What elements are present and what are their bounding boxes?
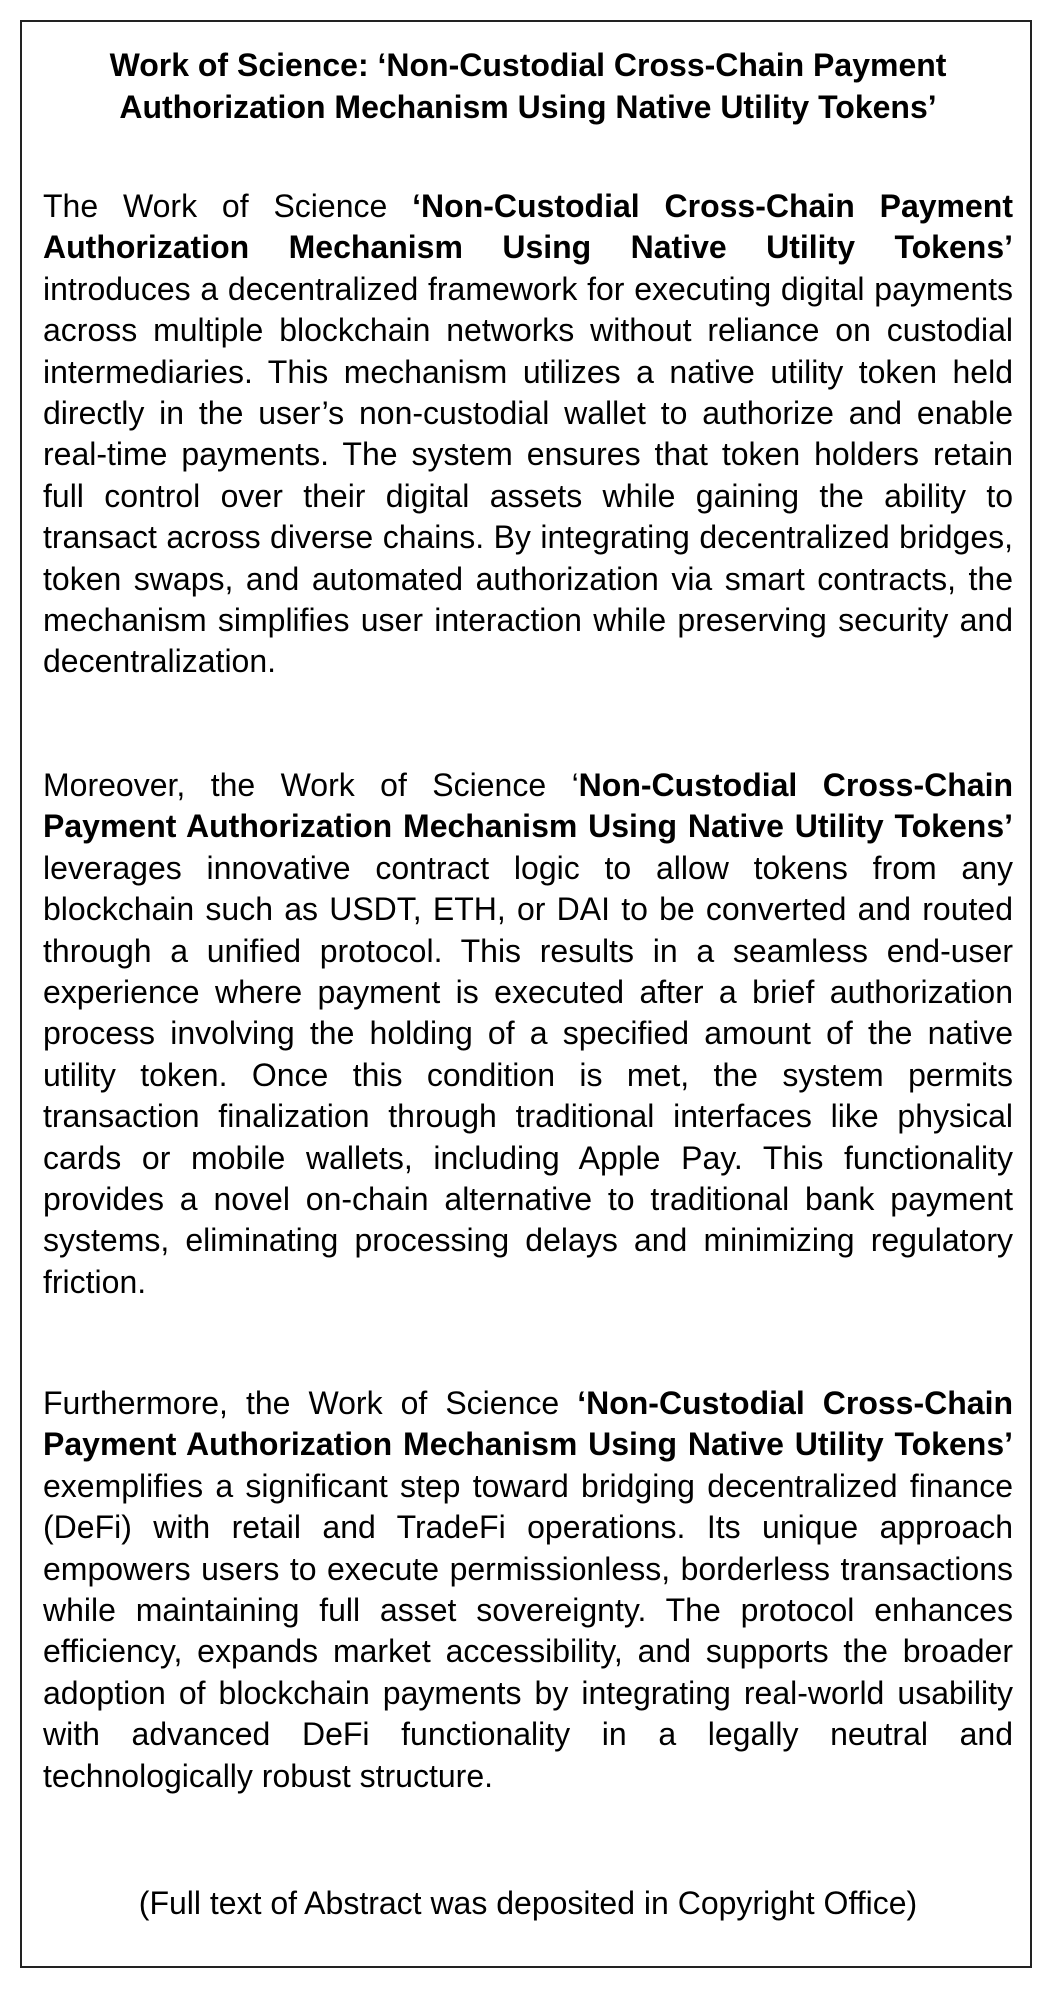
paragraph-2-lead: Moreover, the Work of Science ‘ <box>43 767 579 803</box>
abstract-paragraph-2 <box>43 765 1013 1303</box>
copyright-note: (Full text of Abstract was deposited in Copyright Office) <box>138 1885 918 1921</box>
paragraph-1-work-title: ‘Non-Custodial Cross-Chain Payment Authorization Mechanism Using Native Utility Tokens’ <box>43 188 1014 266</box>
paragraph-2-work-title: Non-Custodial Cross-Chain Payment Authorization Mechanism Using Native Utility Tokens’ <box>43 767 1013 845</box>
paragraph-1-lead: The Work of Science <box>43 188 413 224</box>
paragraph-1-body: introduces a decentralized framework for executing digital payments across multiple blockchain networks without reliance on custodial intermediaries. This mechanism utilizes a native utility token held directly in the user’s non-custodial wallet to authorize and enable real-time payments. The system ensures that token holders retain full control over their digital assets while gaining the ability to transact across diverse chains. By integrating decentralized bridges, token swaps, and automated authorization via smart contracts, the mechanism simplifies user interaction while preserving security and decentralization. <box>43 270 1013 680</box>
title-line-1: Work of Science: ‘Non-Custodial Cross-Chain Payment <box>109 47 947 83</box>
paragraph-2-body: leverages innovative contract logic to allow tokens from any blockchain such as USDT, ETH, or DAI to be converted and routed through a unified protocol. This results in a seamless end-user experience where payment is executed after a brief authorization process involving the holding of a specified amount of the native utility token. Once this condition is met, the system permits transaction finalization through traditional interfaces like physical cards or mobile wallets, including Apple Pay. This functionality provides a novel on-chain alternative to traditional bank payment systems, eliminating processing delays and minimizing regulatory friction. <box>43 849 1013 1300</box>
title-line-2: Authorization Mechanism Using Native Utility Tokens’ <box>119 89 937 125</box>
abstract-paragraph-1 <box>43 186 1013 683</box>
abstract-paragraph-3 <box>43 1383 1013 1797</box>
paragraph-3-lead: Furthermore, the Work of Science <box>43 1385 578 1421</box>
document-title <box>40 44 1016 128</box>
paragraph-3-body: exemplifies a significant step toward bridging decentralized finance (DeFi) with retail and TradeFi operations. Its unique approach empowers users to execute permissionless, borderless transactions while maintaining full asset sovereignty. The protocol enhances efficiency, expands market accessibility, and supports the broader adoption of blockchain payments by integrating real-world usability with advanced DeFi functionality in a legally neutral and technologically robust structure. <box>43 1467 1013 1794</box>
paragraph-3-work-title: ‘Non-Custodial Cross-Chain Payment Authorization Mechanism Using Native Utility Tokens’ <box>43 1385 1013 1463</box>
